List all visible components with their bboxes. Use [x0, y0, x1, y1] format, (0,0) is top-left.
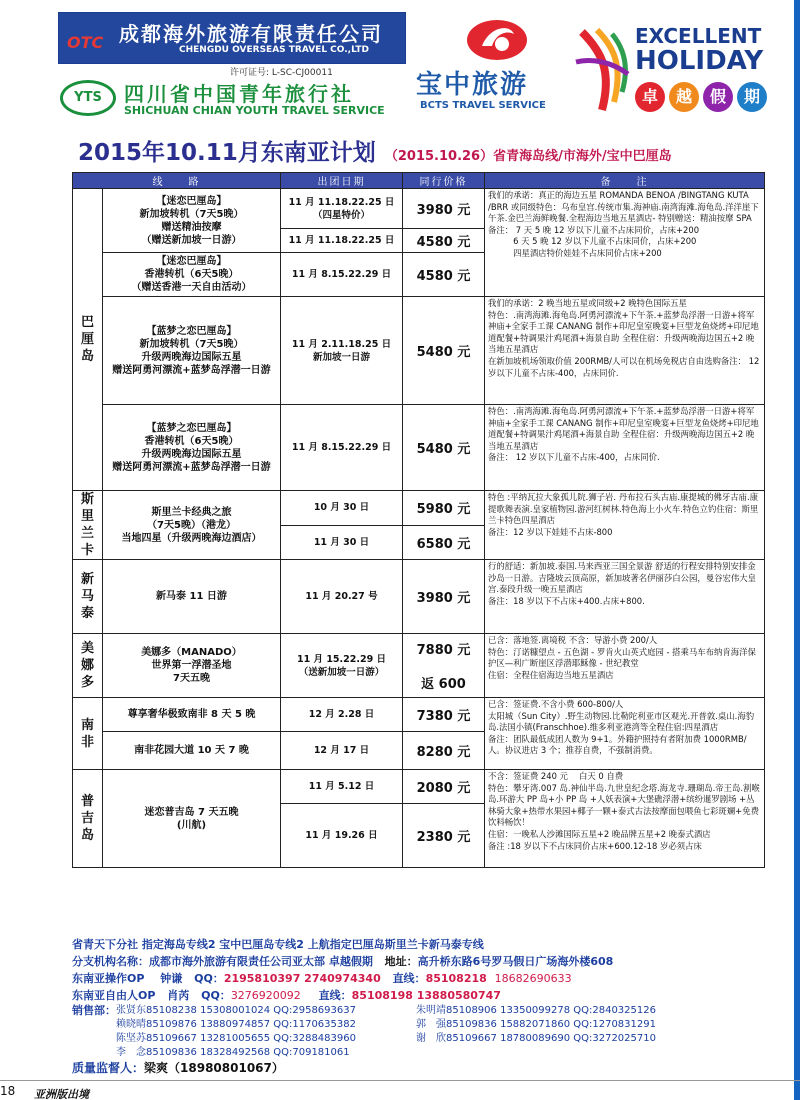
header-price: 同行价格	[403, 173, 485, 189]
departure-dates-cell: 12 月 17 日	[281, 732, 403, 770]
departure-dates-cell: 11 月 5.12 日	[281, 770, 403, 804]
free-op-label: 东南亚自由人OP	[72, 989, 156, 1002]
eh-char-circle: 越	[669, 82, 699, 112]
departure-dates-cell: 11 月 11.18.22.25 日	[281, 229, 403, 253]
price-cell: 2080 元	[403, 770, 485, 804]
excellent-holiday-line1: EXCELLENT	[635, 24, 762, 48]
otc-logo-mark: OTC	[67, 33, 104, 52]
notes-cell: 行的舒适：新加坡.泰国.马来西亚三国全景游 舒适的行程安排特别安排金沙岛一日游。吉隆坡云顶高原，新加坡著名伊丽莎白公园，曼谷宏伟大皇宫.泰段升级一晚五星酒店 备注：18 岁以下不占床+400.占床+800.	[485, 560, 765, 634]
region-cell: 南 非	[73, 698, 103, 770]
branch-label: 分支机构名称：	[72, 955, 149, 968]
price-cell: 5480 元	[403, 405, 485, 491]
free-op-qq-label: QQ：	[201, 989, 231, 1002]
sales-contact: 郭 强85109836 15882071860 QQ:1270831291	[416, 1019, 656, 1030]
op-tel-label: 直线：	[392, 972, 426, 985]
sales-contact: 李 念85109836 18328492568 QQ:709181061	[116, 1047, 350, 1058]
notes-cell: 不含：签证费 240 元 白天 0 自费 特色：攀牙湾.007 岛.神仙半岛.九世皇纪念塔.海龙寺.珊瑚岛.帝王岛.割喉岛.环游大 PP 岛+小 PP 岛 +人妖表演+大堡礁浮潜+缤纷暹罗剧场 +丛林骑大象+热带水果园+椰子一颗+泰式古法按摩面包喂鱼七彩斑斓+免费饮料畅饮！ 住宿：一晚私人沙滩国际五星+2 晚品牌五星+2 晚泰式酒店 备注 :18 岁以下不占床同价占床+600.12-18 岁必须占床	[485, 770, 765, 868]
free-op-qq: 3276920092	[230, 989, 301, 1002]
supervisor-label: 质量监督人：	[72, 1061, 145, 1075]
license-number: 许可证号: L-SC-CJ00011	[230, 68, 333, 78]
route-cell: 美娜多（MANADO） 世界第一浮潜圣地 7天五晚	[103, 634, 281, 698]
region-cell: 新 马 泰	[73, 560, 103, 634]
route-cell: 【蓝梦之恋巴厘岛】 香港转机（6天5晚） 升级两晚海边国际五星 赠送阿勇河漂流+蓝梦岛浮潜一日游	[103, 405, 281, 491]
free-op-name: 肖芮	[167, 989, 190, 1002]
table-row	[73, 770, 765, 804]
route-cell: 迷恋普吉岛 7 天五晚 (川航)	[103, 770, 281, 868]
bcts-english-name: BCTS TRAVEL SERVICE	[420, 100, 546, 111]
op-mobile: 18682690633	[494, 972, 572, 985]
departure-dates-cell: 11 月 15.22.29 日 （送新加坡一日游）	[281, 634, 403, 698]
sales-contact: 朱明靖85108906 13350099278 QQ:2840325126	[416, 1005, 656, 1016]
table-row	[73, 560, 765, 634]
right-edge-stripe	[794, 0, 800, 1100]
table-row	[73, 405, 765, 491]
sales-contact: 张贤东85108238 15308001024 QQ:2958693637	[116, 1005, 356, 1016]
departure-dates-cell: 11 月 8.15.22.29 日	[281, 405, 403, 491]
sales-label: 销售部：	[72, 1004, 116, 1017]
route-cell: 【蓝梦之恋巴厘岛】 新加坡转机（7天5晚） 升级两晚海边国际五星 赠送阿勇河漂流+蓝梦岛浮潜一日游	[103, 297, 281, 405]
supervisor-value: 梁爽（18980801067）	[144, 1061, 284, 1075]
bcts-chinese-name: 宝中旅游	[416, 70, 529, 100]
price-cell: 5980 元	[403, 491, 485, 526]
sales-contact: 赖晓晴85109876 13880974857 QQ:1170635382	[116, 1019, 356, 1030]
route-cell: 尊享奢华极致南非 8 天 5 晚	[103, 698, 281, 732]
price-cell: 3980 元	[403, 189, 485, 229]
price-cell: 4580 元	[403, 229, 485, 253]
free-op-tel: 85108198 13880580747	[351, 989, 501, 1002]
sales-contacts	[72, 1004, 788, 1060]
price-cell: 8280 元	[403, 732, 485, 770]
region-cell: 斯 里 兰 卡	[73, 491, 103, 560]
excellent-holiday-line2: HOLIDAY	[635, 46, 764, 76]
logo1-chinese-name: 成都海外旅游有限责任公司	[119, 22, 383, 46]
sales-contact: 陈坚苏85109667 13281005655 QQ:3288483960	[116, 1033, 356, 1044]
footer-specialty-line: 省青天下分社 指定海岛专线2 宝中巴厘岛专线2 上航指定巴厘岛斯里兰卡新马泰专线	[72, 938, 484, 951]
excellent-holiday-logo-icon	[572, 22, 632, 116]
table-header-row	[73, 173, 765, 189]
departure-dates-cell: 11 月 30 日	[281, 525, 403, 560]
free-op-tel-label: 直线：	[318, 989, 352, 1002]
route-cell: 斯里兰卡经典之旅 （7天5晚）（港龙） 当地四星（升级两晚海边酒店）	[103, 491, 281, 560]
notes-cell: 特色：.南湾海滩.海龟岛.阿勇河漂流+下午茶.+蓝梦岛浮潜一日游+将军神庙+全家手工课 CANANG 制作+印尼皇室晚宴+巨型龙鱼烧烤+印尼地道配餐+特调果汁鸡尾酒+海景自助 全程住宿：升级两晚海边国五+2 晚当地五星酒店 备注： 12 岁以下儿童不占床-400，占床同价.	[485, 405, 765, 491]
departure-dates-cell: 11 月 8.15.22.29 日	[281, 253, 403, 297]
footer-branch-line	[72, 953, 788, 970]
price-cell: 3980 元	[403, 560, 485, 634]
bottom-rule	[0, 1080, 800, 1081]
branch-value: 成都市海外旅游有限责任公司亚太部 卓越假期	[149, 955, 373, 968]
route-cell: 【迷恋巴厘岛】 香港转机（6天5晚） （赠送香港一天自由活动）	[103, 253, 281, 297]
price-cell: 7880 元 返 600	[403, 634, 485, 698]
departure-dates-cell: 10 月 30 日	[281, 491, 403, 526]
contact-footer	[72, 936, 788, 1077]
sales-contact: 谢 欣85109667 18780089690 QQ:3272025710	[416, 1033, 656, 1044]
departure-dates-cell: 11 月 11.18.22.25 日 （四星特价）	[281, 189, 403, 229]
table-row	[73, 491, 765, 526]
op-label: 东南亚操作OP	[72, 972, 145, 985]
eh-char-circle: 假	[703, 82, 733, 112]
departure-dates-cell: 11 月 20.27 号	[281, 560, 403, 634]
publication-name: 亚洲版出境	[34, 1088, 89, 1100]
departure-dates-cell: 11 月 19.26 日	[281, 804, 403, 868]
header-notes: 备 注	[485, 173, 765, 189]
footer-supervisor-line	[72, 1060, 788, 1077]
tour-plan-table	[72, 172, 765, 868]
page-title-row	[78, 134, 768, 170]
page-subtitle: （2015.10.26）省青海岛线/市海外/宝中巴厘岛	[384, 149, 672, 164]
chengdu-overseas-logo	[58, 12, 406, 64]
youth-travel-chinese-name: 四川省中国青年旅行社	[124, 82, 354, 106]
price-cell: 7380 元	[403, 698, 485, 732]
footer-op-line	[72, 970, 788, 987]
youth-travel-english-name: SHICHUAN CHIAN YOUTH TRAVEL SERVICE	[124, 104, 385, 117]
price-cell: 6580 元	[403, 525, 485, 560]
header-route: 线 路	[73, 173, 281, 189]
op-qq: 2195810397 2740974340	[223, 972, 381, 985]
route-cell: 南非花园大道 10 天 7 晚	[103, 732, 281, 770]
notes-cell: 特色 :平纳瓦拉大象孤儿院.狮子岩. 丹布拉石头古庙.康提城的佛牙古庙.康提歌舞表演.皇家植物园.游河红树林.特色海上小火车.特色立钓住宿：斯里兰卡特色四星酒店 备注：12 岁以下娃娃不占床-800	[485, 491, 765, 560]
sales-list-right	[416, 1004, 656, 1060]
price-cell: 5480 元	[403, 297, 485, 405]
departure-dates-cell: 11 月 2.11.18.25 日 新加坡一日游	[281, 297, 403, 405]
region-cell: 美 娜 多	[73, 634, 103, 698]
footer-free-op-line	[72, 987, 788, 1004]
notes-cell: 已含：落地签.离境税 不含：导游小费 200/人 特色：汀诺糠望点 - 五色湖 - 罗肯火山英式庭园 - 搭乘马车布纳肯海洋保护区—利广断崖区浮潜耶稣像 - 世纪教堂 住宿：全程住宿海边当地五星酒店	[485, 634, 765, 698]
op-qq-label: QQ：	[194, 972, 224, 985]
op-tel: 85108218	[425, 972, 487, 985]
notes-cell: 我们的承诺：真正的海边五星 ROMANDA BENOA /BINGTANG KUTA /BRR 或同级特色：乌布皇宫.传统市集.海神庙.南湾海滩.海龟岛.洋洋崖下午茶.金巴兰海鲜晚餐.全程海边当地五星酒店- 特别赠送：精油按摩 SPA 备注： 7 天 5 晚 12 岁以下儿童不占床同价，占床+200 6 天 5 晚 12 岁以下儿童不占床同价，占床+200 四星酒店特价娃娃不占床同价占床+200	[485, 189, 765, 297]
table-row	[73, 297, 765, 405]
eh-char-circle: 期	[737, 82, 767, 112]
notes-cell: 已含：签证费.不含小费 600-800/人 太阳城（Sun City）.野生动物园.比勒陀利亚市区观光.开普敦.桌山.海豹岛.法国小镇(Franschhoe).维多利亚港湾等全程住宿:四星酒店 备注：团队最低成团人数为 9+1。外籍护照持有者附加费 1000RMB/人。协议进店 3 个；推荐自费，不强制消费。	[485, 698, 765, 770]
table-row	[73, 634, 765, 698]
header-dates: 出团日期	[281, 173, 403, 189]
region-cell: 普 吉 岛	[73, 770, 103, 868]
region-cell: 巴 厘 岛	[73, 189, 103, 491]
price-cell: 4580 元	[403, 253, 485, 297]
table-row	[73, 189, 765, 229]
table-body	[73, 189, 765, 868]
page-title: 2015年10.11月东南亚计划	[78, 140, 376, 166]
eh-char-circle: 卓	[635, 82, 665, 112]
bcts-logo-icon	[462, 16, 532, 64]
table-row	[73, 698, 765, 732]
notes-cell: 我们的承诺：2 晚当地五星或同级+2 晚特色国际五星 特色：.南湾海滩.海龟岛.阿勇河漂流+下午茶.+蓝梦岛浮潜一日游+将军神庙+全家手工课 CANANG 制作+印尼皇室晚宴+巨型龙鱼烧烤+印尼地道配餐+特调果汁鸡尾酒+海景自助 全程住宿：升级两晚海边国五+2 晚当地五星酒店 在新加坡机场领取价值 200RMB/人可以在机场免税店自由选购备注： 12 岁以下儿童不占床-400，占床同价.	[485, 297, 765, 405]
address-label: 地址：	[384, 955, 418, 968]
youth-travel-logo-icon: YTS	[60, 80, 116, 116]
page-number: 18	[0, 1084, 16, 1098]
price-cell: 2380 元	[403, 804, 485, 868]
excellent-holiday-chinese	[635, 82, 767, 112]
sales-list-left	[116, 1004, 416, 1060]
op-name: 钟谦	[160, 972, 183, 985]
logo1-english-name: CHENGDU OVERSEAS TRAVEL CO.,LTD	[179, 45, 369, 55]
route-cell: 新马泰 11 日游	[103, 560, 281, 634]
departure-dates-cell: 12 月 2.28 日	[281, 698, 403, 732]
address-value: 高升桥东路6号罗马假日广场海外楼608	[417, 955, 614, 968]
route-cell: 【迷恋巴厘岛】 新加坡转机（7天5晚） 赠送精油按摩 （赠送新加坡一日游）	[103, 189, 281, 253]
